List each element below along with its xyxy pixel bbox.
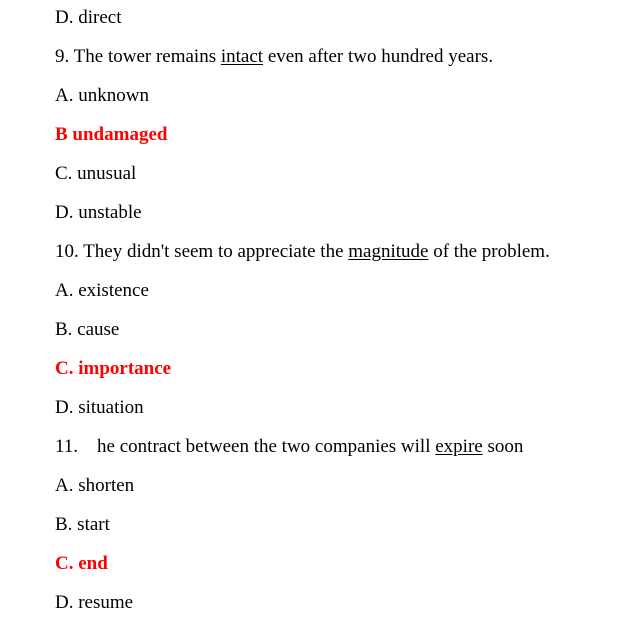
q10-answer-c: C. importance [55,358,172,379]
question-11-text-prefix: 11. he contract between the two companies will [55,436,436,457]
question-10-underlined-word: magnitude [348,241,429,262]
q9-option-d: D. unstable [55,202,142,223]
question-11 [55,427,600,466]
q10-option-b: B. cause [55,319,120,340]
q9-option-c: C. unusual [55,163,137,184]
q9-answer-b: B undamaged [55,124,168,145]
question-11-underlined-word: expire [435,436,483,457]
q11-option-a: A. shorten [55,475,135,496]
q11-answer-c: C. end [55,553,108,574]
q9-option-a: A. unknown [55,85,149,106]
question-10-text-prefix: 10. They didn't seem to appreciate the [55,241,349,262]
q8-option-d: D. direct [55,7,122,28]
question-9-underlined-word: intact [220,46,264,67]
q11-option-b: B. start [55,514,110,535]
question-10 [55,232,600,271]
question-9 [55,37,600,76]
question-9-text-suffix: even after two hundred years. [263,46,494,67]
q11-option-d: D. resume [55,592,134,613]
q10-option-a: A. existence [55,280,149,301]
question-10-text-suffix: of the problem. [428,241,550,262]
question-11-text-suffix: soon [482,436,524,457]
q10-option-d: D. situation [55,397,144,418]
question-9-text-prefix: 9. The tower remains [55,46,221,67]
